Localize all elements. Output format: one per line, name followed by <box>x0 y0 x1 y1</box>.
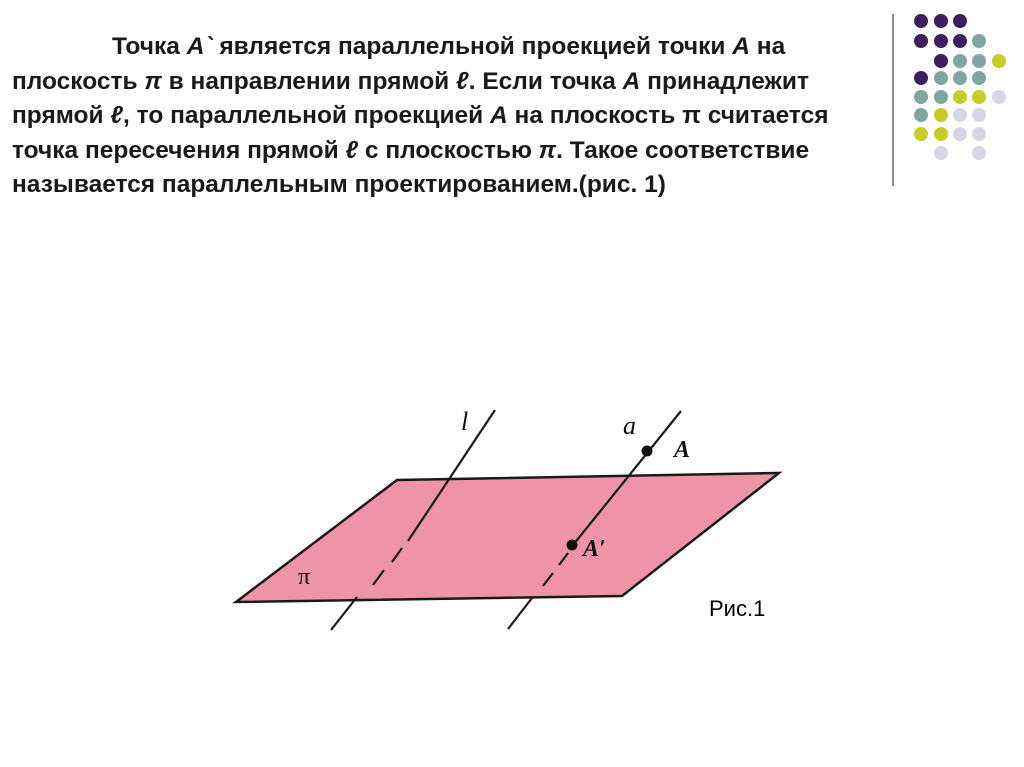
figure-caption: Рис.1 <box>709 596 766 621</box>
label-line-a: a <box>623 411 636 440</box>
label-line-l: l <box>461 407 469 436</box>
definition-text: Точка А` является параллельной проекцией точки А на плоскость π в направлении прямой ℓ. Если точка А принадлежит прямой ℓ, то параллельной проекцией А на плоскость π считается точка пересечения прямой ℓ с плоскостью π. Такое соответствие называется параллельным проектированием.(рис. 1) <box>12 33 829 198</box>
line-l-lower <box>331 597 357 630</box>
point-A-projection <box>567 540 578 551</box>
point-A <box>642 446 653 457</box>
plane-pi <box>236 473 779 602</box>
label-plane-pi: π <box>298 564 311 590</box>
label-point-A-projection: A′ <box>583 536 606 562</box>
line-a-lower <box>508 598 532 629</box>
label-point-A: A <box>674 437 691 463</box>
